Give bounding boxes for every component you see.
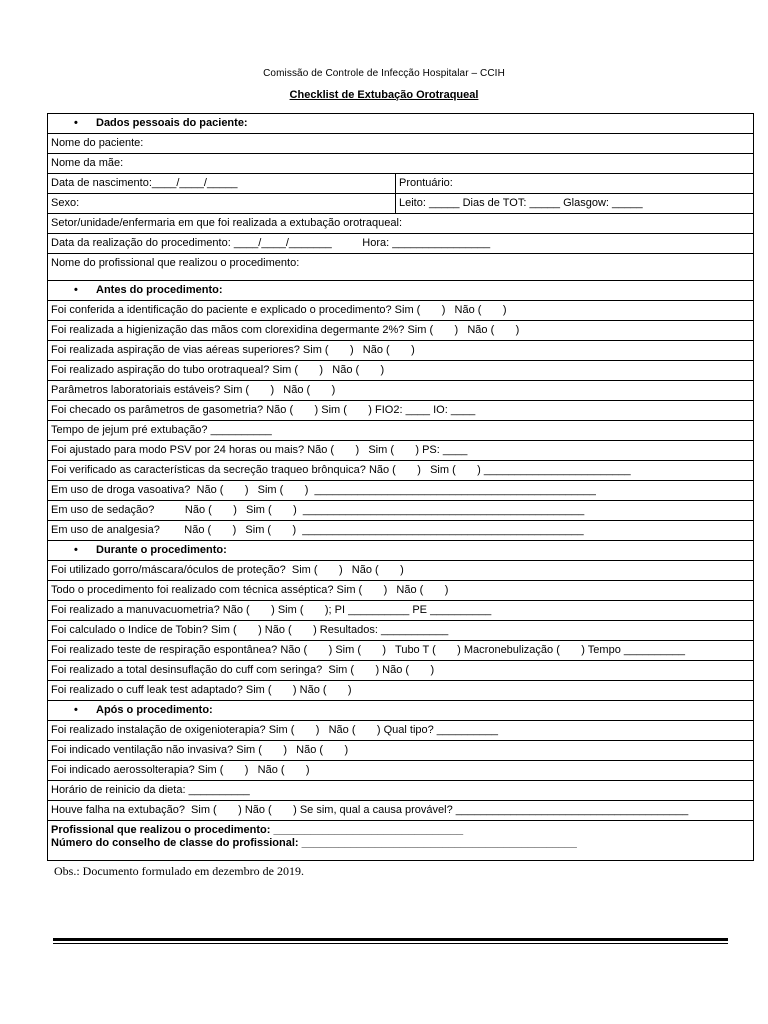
footer-rule (53, 938, 728, 941)
footer-rule-thin (53, 943, 728, 944)
field-profissional[interactable]: Nome do profissional que realizou o procedimento: (48, 254, 754, 281)
field-leito[interactable]: Leito: _____ Dias de TOT: _____ Glasgow: _____ (396, 194, 754, 214)
section-heading: Antes do procedimento: (96, 284, 223, 296)
checklist-item[interactable]: Houve falha na extubação? Sim ( ) Não ( ) Se sim, qual a causa provável? ______________________________________ (48, 801, 754, 821)
bullet: • (74, 704, 78, 716)
checklist-item[interactable]: Foi realizado teste de respiração espontânea? Não ( ) Sim ( ) Tubo T ( ) Macronebulização ( ) Tempo __________ (48, 641, 754, 661)
checklist-item[interactable]: Foi realizada a higienização das mãos com clorexidina degermante 2%? Sim ( ) Não ( ) (48, 321, 754, 341)
checklist-item[interactable]: Foi conferida a identificação do paciente e explicado o procedimento? Sim ( ) Não ( ) (48, 301, 754, 321)
checklist-item[interactable]: Foi utilizado gorro/máscara/óculos de proteção? Sim ( ) Não ( ) (48, 561, 754, 581)
section-after (48, 701, 754, 721)
bullet: • (74, 284, 78, 296)
organization-name: Comissão de Controle de Infecção Hospitalar – CCIH (263, 68, 505, 79)
checklist-item[interactable]: Foi realizado a manuvacuometria? Não ( ) Sim ( ); PI __________ PE __________ (48, 601, 754, 621)
section-during (48, 541, 754, 561)
checklist-item[interactable]: Foi indicado ventilação não invasiva? Sim ( ) Não ( ) (48, 741, 754, 761)
checklist-item[interactable]: Foi verificado as características da secreção traqueo brônquica? Não ( ) Sim ( ) ________________________ (48, 461, 754, 481)
checklist-item[interactable]: Em uso de droga vasoativa? Não ( ) Sim ( ) ______________________________________________ (48, 481, 754, 501)
section-heading: Durante o procedimento: (96, 544, 227, 556)
section-before (48, 281, 754, 301)
checklist-item[interactable]: Tempo de jejum pré extubação? __________ (48, 421, 754, 441)
field-data-procedimento[interactable]: Data da realização do procedimento: ____/____/_______ Hora: ________________ (48, 234, 754, 254)
checklist-item[interactable]: Foi realizado instalação de oxigenioterapia? Sim ( ) Não ( ) Qual tipo? __________ (48, 721, 754, 741)
signature-block (48, 821, 754, 861)
signature-profissional[interactable]: Profissional que realizou o procedimento: _______________________________ (51, 824, 464, 836)
field-prontuario[interactable]: Prontuário: (396, 174, 754, 194)
field-nome-mae[interactable]: Nome da mãe: (48, 154, 754, 174)
checklist-item[interactable]: Foi ajustado para modo PSV por 24 horas ou mais? Não ( ) Sim ( ) PS: ____ (48, 441, 754, 461)
checklist-item[interactable]: Em uso de sedação? Não ( ) Sim ( ) ______________________________________________ (48, 501, 754, 521)
checklist-item[interactable]: Todo o procedimento foi realizado com técnica asséptica? Sim ( ) Não ( ) (48, 581, 754, 601)
checklist-item[interactable]: Foi realizado aspiração do tubo orotraqueal? Sim ( ) Não ( ) (48, 361, 754, 381)
signature-conselho[interactable]: Número do conselho de classe do profissional: _____________________________________________ (51, 837, 577, 849)
document-title: Checklist de Extubação Orotraqueal (289, 89, 479, 101)
checklist-item[interactable]: Foi realizada aspiração de vias aéreas superiores? Sim ( ) Não ( ) (48, 341, 754, 361)
field-data-nascimento[interactable]: Data de nascimento:____/____/_____ (48, 174, 396, 194)
section-heading: Após o procedimento: (96, 704, 213, 716)
checklist-item[interactable]: Foi realizado o cuff leak test adaptado? Sim ( ) Não ( ) (48, 681, 754, 701)
checklist-item[interactable]: Foi calculado o Indice de Tobin? Sim ( ) Não ( ) Resultados: ___________ (48, 621, 754, 641)
bullet: • (74, 117, 78, 129)
checklist-item[interactable]: Em uso de analgesia? Não ( ) Sim ( ) ______________________________________________ (48, 521, 754, 541)
checklist-item[interactable]: Horário de reinicio da dieta: __________ (48, 781, 754, 801)
checklist-item[interactable]: Foi realizado a total desinsuflação do cuff com seringa? Sim ( ) Não ( ) (48, 661, 754, 681)
field-sexo[interactable]: Sexo: (48, 194, 396, 214)
bullet: • (74, 544, 78, 556)
section-heading: Dados pessoais do paciente: (96, 117, 248, 129)
field-nome-paciente[interactable]: Nome do paciente: (48, 134, 754, 154)
checklist-item[interactable]: Foi indicado aerossolterapia? Sim ( ) Não ( ) (48, 761, 754, 781)
checklist-item[interactable]: Parâmetros laboratoriais estáveis? Sim ( ) Não ( ) (48, 381, 754, 401)
checklist-table (47, 113, 754, 861)
observation-note: Obs.: Documento formulado em dezembro de 2019. (54, 864, 304, 878)
checklist-item[interactable]: Foi checado os parâmetros de gasometria? Não ( ) Sim ( ) FIO2: ____ IO: ____ (48, 401, 754, 421)
section-personal (48, 114, 754, 134)
field-setor[interactable]: Setor/unidade/enfermaria em que foi realizada a extubação orotraqueal: (48, 214, 754, 234)
